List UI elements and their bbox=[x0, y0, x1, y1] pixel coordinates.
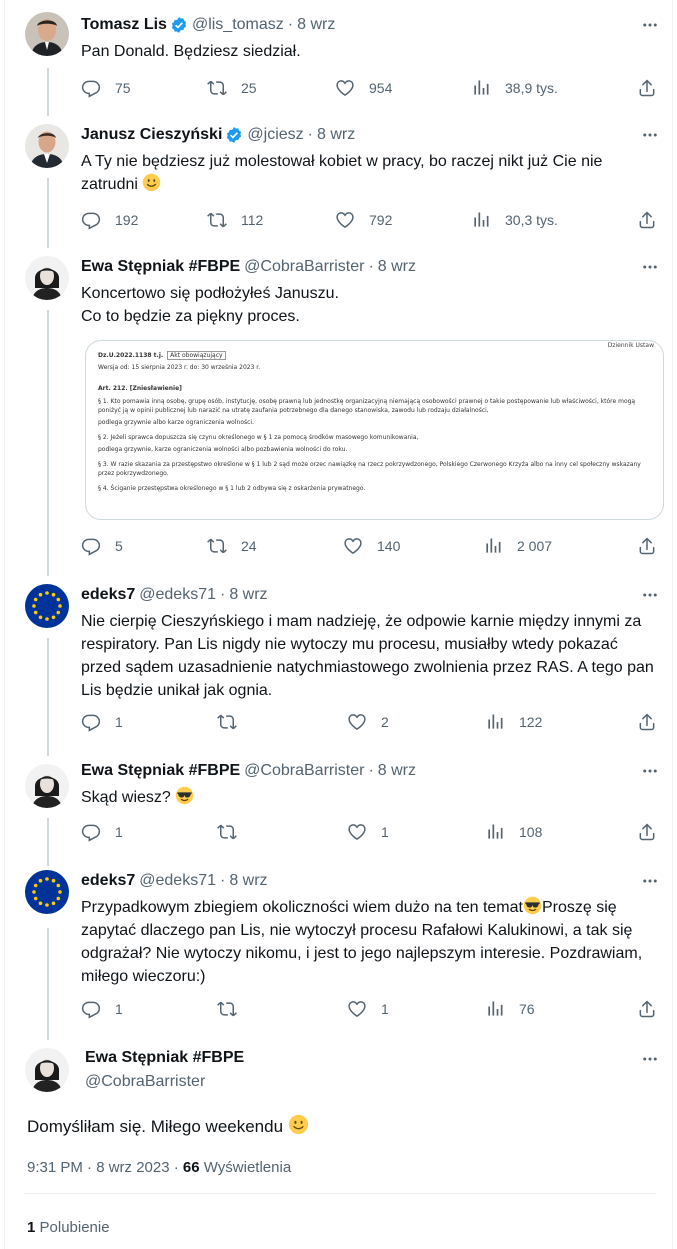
share-button[interactable] bbox=[637, 820, 657, 844]
author-name[interactable]: Ewa Stępniak #FBPE bbox=[81, 762, 241, 779]
avatar[interactable] bbox=[25, 584, 69, 628]
views-icon bbox=[483, 536, 503, 556]
like-count: 1 bbox=[381, 824, 389, 840]
retweet-count: 24 bbox=[241, 538, 257, 554]
conversation-thread bbox=[4, 0, 673, 1249]
smile-emoji bbox=[288, 1114, 309, 1135]
views-button[interactable] bbox=[485, 710, 542, 734]
more-icon[interactable] bbox=[640, 257, 660, 277]
views-count: 38,9 tys. bbox=[505, 80, 558, 96]
share-icon bbox=[637, 210, 657, 230]
reply-count: 1 bbox=[115, 824, 123, 840]
tweet-text-line: Koncertowo się podłożyłeś Januszu. bbox=[81, 285, 339, 302]
retweet-icon bbox=[207, 536, 227, 556]
like-count: 140 bbox=[377, 538, 401, 554]
views-button[interactable] bbox=[483, 534, 552, 558]
tweet-time[interactable]: 8 wrz bbox=[229, 872, 268, 889]
reply-count: 1 bbox=[115, 1001, 123, 1017]
retweet-button[interactable] bbox=[207, 208, 263, 232]
share-icon bbox=[637, 822, 657, 842]
views-icon bbox=[471, 78, 491, 98]
separator-dot: · bbox=[220, 872, 226, 889]
more-icon[interactable] bbox=[640, 125, 660, 145]
retweet-button[interactable] bbox=[217, 997, 237, 1021]
reply-tweet[interactable] bbox=[5, 0, 674, 120]
like-icon bbox=[335, 210, 355, 230]
action-bar bbox=[81, 208, 661, 232]
views-button[interactable] bbox=[471, 76, 558, 100]
share-icon bbox=[637, 78, 657, 98]
attached-image[interactable] bbox=[85, 340, 664, 520]
likes-count: 1 bbox=[27, 1219, 36, 1236]
action-bar bbox=[81, 820, 661, 844]
author-name[interactable]: Janusz Cieszyński bbox=[81, 126, 223, 143]
tweet-text-line: Co to będzie za piękny proces. bbox=[81, 308, 300, 325]
reply-tweet[interactable] bbox=[5, 860, 674, 1040]
share-icon bbox=[637, 712, 657, 732]
retweet-count: 25 bbox=[241, 80, 257, 96]
tweet-timestamp[interactable]: 9:31 PM · 8 wrz 2023 · bbox=[27, 1159, 179, 1176]
sunglasses-emoji bbox=[175, 786, 194, 805]
more-icon[interactable] bbox=[640, 1049, 660, 1069]
share-icon bbox=[637, 536, 657, 556]
action-bar bbox=[81, 534, 661, 558]
retweet-button[interactable] bbox=[217, 710, 237, 734]
doc-article: Art. 212. [Zniesławienie] bbox=[98, 385, 182, 392]
action-bar bbox=[81, 710, 661, 734]
doc-paragraph: podlega grzywnie albo karze ograniczenia wolności. bbox=[98, 419, 254, 426]
more-icon[interactable] bbox=[640, 761, 660, 781]
doc-paragraph: § 4. Ściganie przestępstwa określonego w § 1 lub 2 odbywa się z oskarżenia prywatnego. bbox=[98, 485, 366, 492]
tweet-time[interactable]: 8 wrz bbox=[229, 586, 268, 603]
views-count: 76 bbox=[519, 1001, 535, 1017]
like-count: 2 bbox=[381, 714, 389, 730]
separator-dot: · bbox=[220, 586, 226, 603]
separator-dot: · bbox=[307, 126, 313, 143]
likes-label: Polubienie bbox=[39, 1219, 110, 1236]
doc-paragraph: § 3. W razie skazania za przestępstwo określone w § 1 lub 2 sąd może orzec nawiązkę na rzecz pokrzywdzonego, Polskiego Czerwonego Krzyża albo na inny cel społeczny wskazany przez pokrzywdzonego. bbox=[98, 461, 641, 477]
main-tweet bbox=[5, 1040, 674, 1249]
retweet-icon bbox=[217, 999, 237, 1019]
tweet-text-content: Domyśliłam się. Miłego weekendu bbox=[27, 1117, 284, 1136]
like-icon bbox=[335, 78, 355, 98]
reply-tweet[interactable] bbox=[5, 750, 674, 862]
reply-tweet[interactable] bbox=[5, 570, 674, 760]
share-button[interactable] bbox=[637, 997, 657, 1021]
reply-tweet[interactable] bbox=[5, 242, 674, 578]
author-name[interactable]: edeks7 bbox=[81, 872, 136, 889]
action-bar bbox=[81, 76, 661, 100]
author-handle[interactable]: @lis_tomasz bbox=[191, 16, 284, 33]
avatar[interactable] bbox=[25, 764, 69, 808]
views-count: 30,3 tys. bbox=[505, 212, 558, 228]
avatar[interactable] bbox=[25, 256, 69, 300]
author-handle[interactable]: @edeks71 bbox=[139, 872, 216, 889]
retweet-button[interactable] bbox=[207, 76, 257, 100]
tweet-time[interactable]: 8 wrz bbox=[297, 16, 336, 33]
doc-version: Wersja od: 15 sierpnia 2023 r. do: 30 września 2023 r. bbox=[98, 364, 261, 371]
verified-icon bbox=[225, 126, 243, 144]
reply-button[interactable] bbox=[81, 820, 123, 844]
author-handle[interactable]: @edeks71 bbox=[139, 586, 216, 603]
action-bar bbox=[81, 997, 661, 1021]
avatar[interactable] bbox=[25, 124, 69, 168]
tweet-text-content: Przypadkowym zbiegiem okoliczności wiem dużo na ten temat bbox=[81, 899, 523, 916]
like-button[interactable] bbox=[343, 534, 400, 558]
retweet-icon bbox=[207, 210, 227, 230]
author-name[interactable]: Ewa Stępniak #FBPE bbox=[85, 1049, 245, 1066]
tweet-text: Nie cierpię Cieszyńskiego i mam nadzieję, że odpowie karnie między innymi za respiratory. Pan Lis nigdy nie wytoczy mu procesu, musiałby wtedy pokazać przed sądem uzasadnienie natychmiastowego zwolnienia przez RAS. A tego pan Lis będzie unikał jak ognia. bbox=[81, 613, 659, 699]
retweet-count: 112 bbox=[241, 212, 264, 228]
like-icon bbox=[343, 536, 363, 556]
like-icon bbox=[347, 822, 367, 842]
law-document bbox=[98, 342, 654, 493]
author-handle[interactable]: @jciesz bbox=[247, 126, 304, 143]
reply-button[interactable] bbox=[81, 710, 123, 734]
author-handle[interactable]: @CobraBarrister bbox=[244, 762, 365, 779]
more-icon[interactable] bbox=[640, 871, 660, 891]
like-icon bbox=[347, 999, 367, 1019]
author-handle[interactable]: @CobraBarrister bbox=[85, 1073, 206, 1090]
doc-corner-label: Dziennik Ustaw bbox=[607, 342, 654, 349]
like-button[interactable] bbox=[347, 820, 389, 844]
avatar[interactable] bbox=[25, 870, 69, 914]
doc-ref: Dz.U.2022.1138 t.j. bbox=[98, 352, 164, 359]
views-count: 2 007 bbox=[517, 538, 553, 554]
like-icon bbox=[347, 712, 367, 732]
tweet-text bbox=[81, 786, 661, 809]
separator-dot: · bbox=[368, 258, 374, 275]
tweet-time[interactable]: 8 wrz bbox=[377, 258, 417, 275]
avatar[interactable] bbox=[25, 1048, 69, 1092]
like-button[interactable] bbox=[347, 997, 389, 1021]
doc-paragraph: § 1. Kto pomawia inną osobę, grupę osób, instytucję, osobę prawną lub jednostkę organizacyjną niemającą osobowości prawnej o takie postępowanie lub właściwości, które mogą poniżyć ją w opinii publicznej lub narazić na utratę zaufania potrzebnego dla danego stanowiska, zawodu lub rodzaju działalności, bbox=[98, 398, 636, 414]
tweet-text-content: Skąd wiesz? bbox=[81, 789, 171, 806]
tweet-text-content: Proszę się zapytać dlaczego pan Lis, nie wytoczył procesu Rafałowi Kalukinowi, a tak się odgrażał? Nie wytoczy nikomu, i jest to jego najlepszym interesie. Pozdrawiam, miłego wieczoru:) bbox=[81, 899, 647, 985]
views-count: 122 bbox=[519, 714, 543, 730]
doc-status: Akt obowiązujący bbox=[167, 351, 225, 360]
tweet-meta bbox=[27, 1158, 291, 1178]
tweet-text bbox=[81, 896, 661, 988]
like-button[interactable] bbox=[335, 76, 392, 100]
doc-paragraph: § 2. Jeżeli sprawca dopuszcza się czynu określonego w § 1 za pomocą środków masowego komunikowania, bbox=[98, 434, 419, 441]
reply-count: 192 bbox=[115, 212, 139, 228]
views-button[interactable] bbox=[485, 820, 542, 844]
more-icon[interactable] bbox=[640, 15, 660, 35]
share-button[interactable] bbox=[637, 76, 657, 100]
retweet-icon bbox=[217, 712, 237, 732]
reply-count: 75 bbox=[115, 80, 131, 96]
avatar[interactable] bbox=[25, 12, 69, 56]
like-count: 792 bbox=[369, 212, 393, 228]
views-icon bbox=[471, 210, 491, 230]
tweet-time[interactable]: 8 wrz bbox=[377, 762, 417, 779]
tweet-text bbox=[81, 150, 661, 196]
views-label: Wyświetlenia bbox=[203, 1159, 292, 1176]
reply-button[interactable] bbox=[81, 997, 123, 1021]
reply-icon bbox=[81, 78, 101, 98]
smile-emoji bbox=[142, 173, 161, 192]
sunglasses-emoji bbox=[523, 896, 542, 915]
reply-button[interactable] bbox=[81, 76, 131, 100]
reply-icon bbox=[81, 822, 101, 842]
tweet-text bbox=[81, 282, 661, 328]
views-count: 108 bbox=[519, 824, 543, 840]
like-count: 954 bbox=[369, 80, 393, 96]
share-button[interactable] bbox=[637, 534, 657, 558]
reply-tweet[interactable] bbox=[5, 110, 674, 250]
views-icon bbox=[485, 999, 505, 1019]
like-count: 1 bbox=[381, 1001, 389, 1017]
reply-icon bbox=[81, 712, 101, 732]
reply-button[interactable] bbox=[81, 208, 138, 232]
tweet-text-content: A Ty nie będziesz już molestował kobiet w pracy, bo raczej nikt już Cie nie zatrudni bbox=[81, 153, 607, 193]
views-button[interactable] bbox=[485, 997, 535, 1021]
reply-count: 1 bbox=[115, 714, 123, 730]
retweet-button[interactable] bbox=[217, 820, 237, 844]
author-handle[interactable]: @CobraBarrister bbox=[244, 258, 365, 275]
views-count: 66 bbox=[182, 1159, 200, 1176]
views-icon bbox=[485, 822, 505, 842]
verified-icon bbox=[170, 16, 188, 34]
author-name[interactable]: Tomasz Lis bbox=[81, 16, 167, 33]
retweet-button[interactable] bbox=[207, 534, 257, 558]
likes-summary[interactable] bbox=[27, 1218, 110, 1238]
author-name[interactable]: edeks7 bbox=[81, 586, 136, 603]
doc-paragraph: podlega grzywnie, karze ograniczenia wolności albo pozbawienia wolności do roku. bbox=[98, 446, 348, 453]
tweet-time[interactable]: 8 wrz bbox=[316, 126, 356, 143]
separator-dot: · bbox=[287, 16, 294, 33]
reply-icon bbox=[81, 999, 101, 1019]
divider bbox=[23, 1193, 656, 1194]
separator-dot: · bbox=[368, 762, 374, 779]
reply-count: 5 bbox=[115, 538, 123, 554]
share-button[interactable] bbox=[637, 208, 657, 232]
reply-button[interactable] bbox=[81, 534, 123, 558]
tweet-text: Pan Donald. Będziesz siedział. bbox=[81, 43, 301, 60]
reply-icon bbox=[81, 210, 101, 230]
share-button[interactable] bbox=[637, 710, 657, 734]
like-button[interactable] bbox=[335, 208, 392, 232]
tweet-text bbox=[27, 1114, 309, 1139]
more-icon[interactable] bbox=[640, 585, 660, 605]
views-button[interactable] bbox=[471, 208, 558, 232]
reply-icon bbox=[81, 536, 101, 556]
author-name[interactable]: Ewa Stępniak #FBPE bbox=[81, 258, 241, 275]
retweet-icon bbox=[207, 78, 227, 98]
views-icon bbox=[485, 712, 505, 732]
share-icon bbox=[637, 999, 657, 1019]
like-button[interactable] bbox=[347, 710, 389, 734]
retweet-icon bbox=[217, 822, 237, 842]
